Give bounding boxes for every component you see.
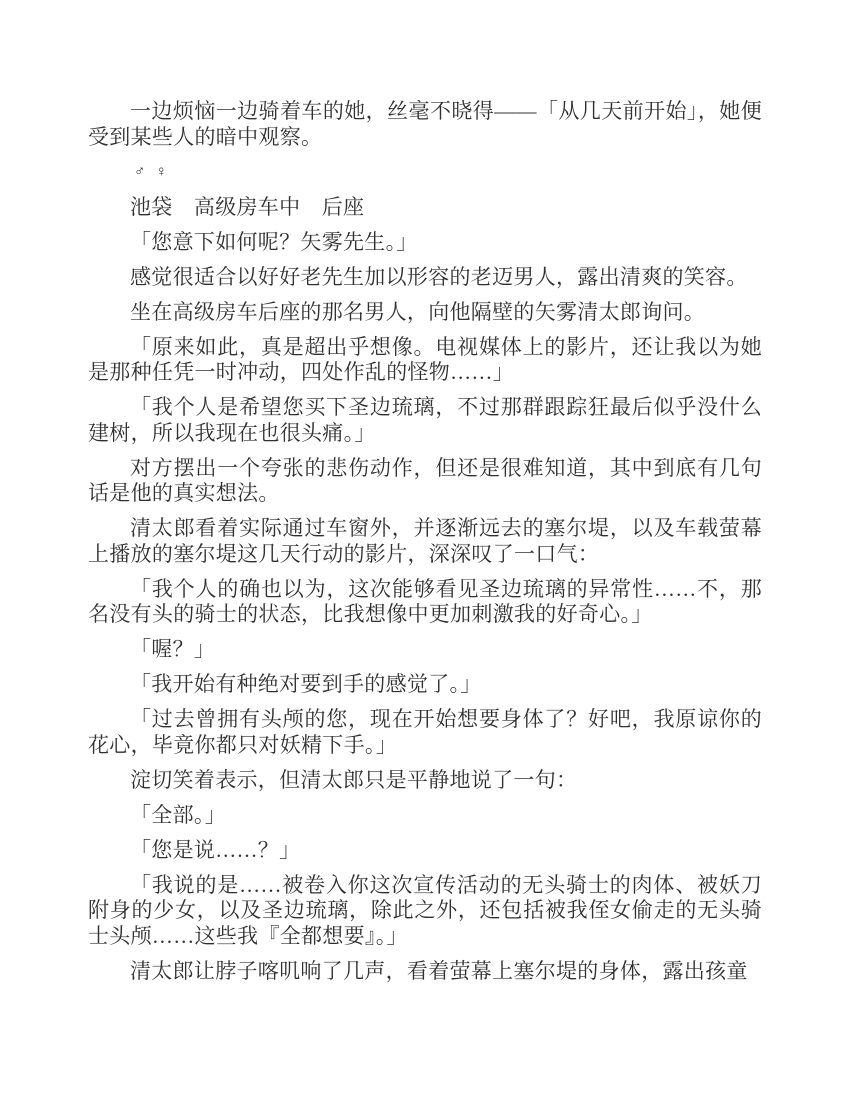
paragraph-dialogue: 「我说的是……被卷入你这次宣传活动的无头骑士的肉体、被妖刀附身的少女，以及圣边琉璃，除此之外，还包括被我侄女偷走的无头骑士头颅……这些我『全都想要』。」: [88, 872, 762, 948]
paragraph-narration: 淀切笑着表示，但清太郎只是平静地说了一句：: [130, 767, 578, 792]
paragraph-dialogue: 「我个人是希望您买下圣边琉璃，不过那群跟踪狂最后似乎没什么建树，所以我现在也很头痛。」: [88, 395, 762, 445]
paragraph-dialogue: 「喔？」: [130, 637, 216, 661]
paragraph-narration: 清太郎让脖子喀叽响了几声，看着萤幕上塞尔堤的身体，露出孩童: [130, 958, 748, 983]
paragraph-narration: 对方摆出一个夸张的悲伤动作，但还是很难知道，其中到底有几句话是他的真实想法。: [88, 455, 762, 505]
paragraph-dialogue: 「我开始有种绝对要到手的感觉了。」: [130, 672, 482, 696]
gender-symbols-scene-break: ♂ ♀: [134, 163, 168, 180]
paragraph-narration: 感觉很适合以好好老先生加以形容的老迈男人，露出清爽的笑容。: [130, 264, 748, 289]
paragraph-dialogue: 「我个人的确也以为，这次能够看见圣边琉璃的异常性……不，那名没有头的骑士的状态，比我想像中更加刺激我的好奇心。」: [88, 576, 762, 626]
paragraph-dialogue: 「您意下如何呢？矢雾先生。」: [130, 229, 418, 254]
paragraph-narration: 清太郎看着实际通过车窗外，并逐渐远去的塞尔堤，以及车载萤幕上播放的塞尔堤这几天行动的影片，深深叹了一口气：: [88, 516, 762, 566]
paragraph-dialogue: 「您是说……？」: [130, 837, 301, 862]
paragraph-dialogue: 「过去曾拥有头颅的您，现在开始想要身体了？好吧，我原谅你的花心，毕竟你都只对妖精下手。」: [88, 707, 762, 757]
scene-heading: 池袋 高级房车中 后座: [130, 194, 365, 219]
paragraph-narration: 一边烦恼一边骑着车的她，丝毫不晓得——「从几天前开始」，她便受到某些人的暗中观察。: [88, 99, 762, 149]
paragraph-narration: 坐在高级房车后座的那名男人，向他隔壁的矢雾清太郎询问。: [130, 299, 706, 324]
paragraph-dialogue: 「全部。」: [130, 802, 226, 827]
novel-text-block: [88, 99, 762, 994]
paragraph-dialogue: 「原来如此，真是超出乎想像。电视媒体上的影片，还让我以为她是那种任凭一时冲动，四处作乱的怪物……」: [88, 334, 762, 384]
